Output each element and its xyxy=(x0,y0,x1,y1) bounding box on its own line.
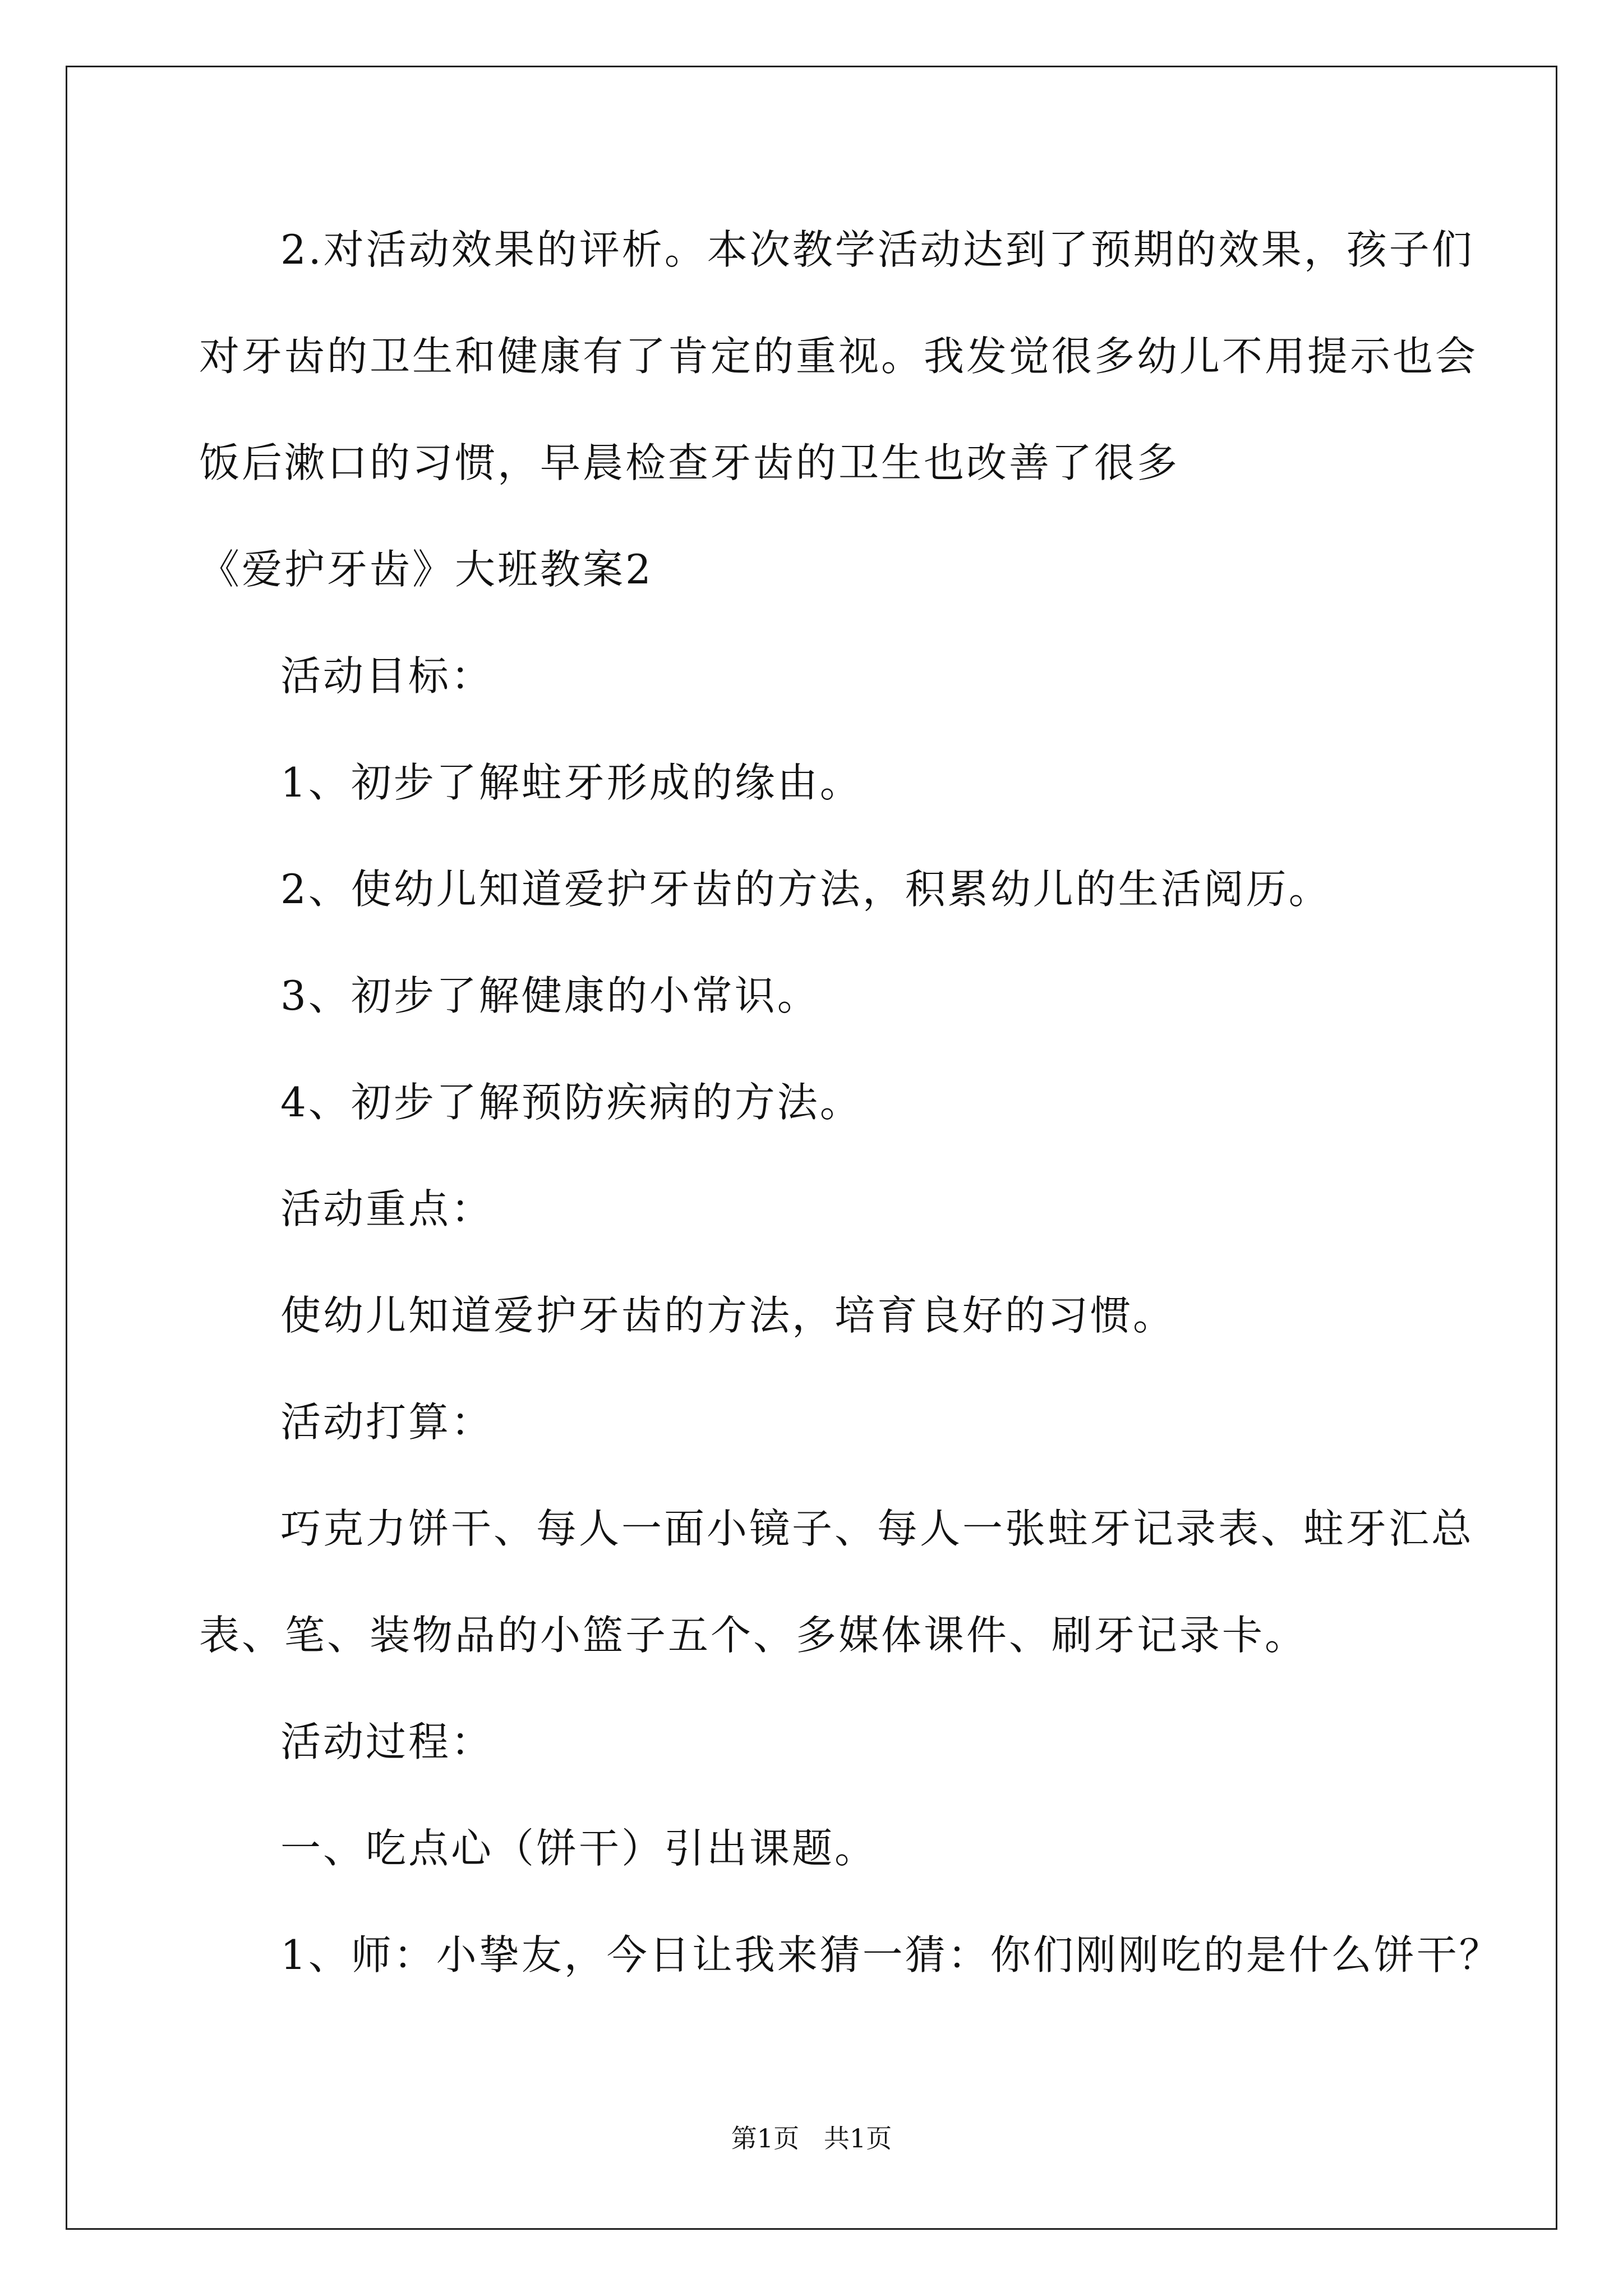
paragraph-line: 对牙齿的卫生和健康有了肯定的重视。我发觉很多幼儿不用提示也会 xyxy=(199,333,1478,380)
list-item: 3、初步了解健康的小常识。 xyxy=(280,972,820,1019)
list-item: 4、初步了解预防疾病的方法。 xyxy=(280,1079,863,1126)
paragraph-line: 1、师：小挚友，今日让我来猜一猜：你们刚刚吃的是什么饼干？ xyxy=(280,1931,1502,1978)
section-title: 《爱护牙齿》大班教案2 xyxy=(199,546,653,593)
page-border xyxy=(66,66,1557,2230)
section-heading: 活动重点： xyxy=(280,1185,494,1232)
section-heading: 活动目标： xyxy=(280,652,494,700)
list-item: 1、初步了解蛀牙形成的缘由。 xyxy=(280,759,863,806)
paragraph-line: 表、笔、装物品的小篮子五个、多媒体课件、刷牙记录卡。 xyxy=(199,1612,1308,1659)
list-item: 2、使幼儿知道爱护牙齿的方法，积累幼儿的生活阅历。 xyxy=(280,866,1331,913)
paragraph-line: 饭后漱口的习惯，早晨检查牙齿的卫生也改善了很多 xyxy=(199,439,1180,486)
page-footer: 第1页 共1页 xyxy=(731,2123,892,2154)
paragraph-line: 2.对活动效果的评析。本次教学活动达到了预期的效果，孩子们 xyxy=(280,226,1474,273)
section-heading: 活动打算： xyxy=(280,1398,494,1446)
paragraph-line: 使幼儿知道爱护牙齿的方法，培育良好的习惯。 xyxy=(280,1292,1176,1339)
paragraph-line: 一、吃点心（饼干）引出课题。 xyxy=(280,1825,878,1872)
paragraph-line: 巧克力饼干、每人一面小镜子、每人一张蛀牙记录表、蛀牙汇总 xyxy=(280,1505,1474,1552)
section-heading: 活动过程： xyxy=(280,1718,494,1765)
